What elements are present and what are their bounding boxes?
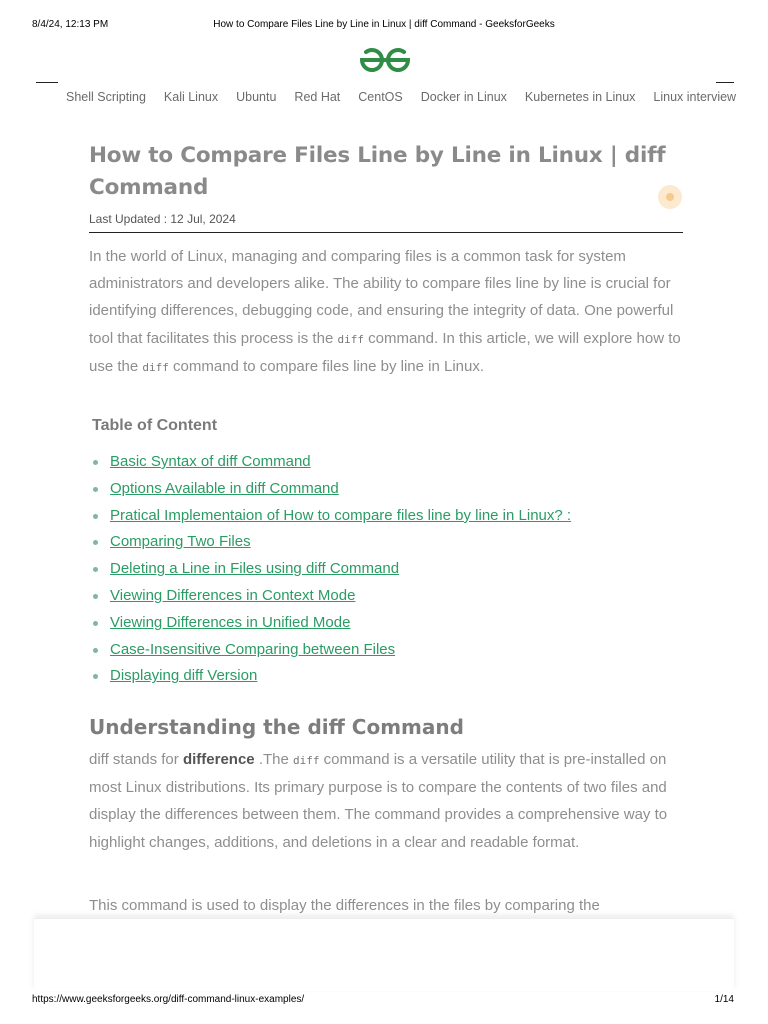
nav-kubernetes-in-linux[interactable]: Kubernetes in Linux [524,90,636,104]
intro-text-3: command to compare files line by line in Linux. [168,357,485,375]
toc-item [92,663,692,690]
topic-nav [66,90,737,108]
print-footer [0,994,768,1008]
intro-text-2: command. In this article, we will explore how to use the [89,329,681,375]
print-timestamp: 8/4/24, 12:13 PM [32,19,109,30]
article-title: How to Compare Files Line by Line in Linux | diff Command [89,143,666,200]
inline-code-diff: diff [337,332,364,346]
table-of-contents [92,449,692,690]
next-paragraph: This command is used to display the differences in the files by comparing the [89,897,600,914]
section-paragraph [89,746,683,856]
section-text-1: diff stands for [89,751,183,768]
toc-item [92,556,692,583]
toc-item [92,476,692,503]
nav-shell-scripting[interactable]: Shell Scripting [66,90,146,104]
nav-kali-linux[interactable]: Kali Linux [163,90,219,104]
section-text-2: .The [254,751,294,768]
article-header [89,140,683,233]
toc-heading: Table of Content [92,417,218,434]
toc-link[interactable]: Basic Syntax of diff Command [110,453,311,470]
toc-link[interactable]: Viewing Differences in Context Mode [110,586,356,604]
toc-item [92,449,692,476]
header-rule-left [36,82,58,83]
inline-code-diff: diff [293,754,320,767]
print-url: https://www.geeksforgeeks.org/diff-command-linux-examples/ [32,994,305,1005]
print-document-title: How to Compare Files Line by Line in Linux | diff Command - GeeksforGeeks [213,19,555,30]
nav-docker-in-linux[interactable]: Docker in Linux [420,90,507,104]
floating-action-button[interactable] [658,185,682,209]
nav-ubuntu[interactable]: Ubuntu [236,90,277,104]
toc-link[interactable]: Comparing Two Files [110,533,251,551]
toc-item [92,503,692,530]
toc-link[interactable]: Pratical Implementaion of How to compare files line by line in Linux? : [110,506,572,524]
intro-text-1: In the world of Linux, managing and comparing files is a common task for system administrators and developers alike. The ability to compare files line by line is crucial for identifying differences, debugging code, and ensuring the integrity of data. One powerful tool that facilitates this process is the [89,248,674,347]
nav-centos[interactable]: CentOS [358,90,403,104]
bold-term: difference [182,751,255,768]
nav-linux-interview[interactable]: Linux interview [653,90,737,104]
header-rule-right [716,82,734,83]
print-page-number: 1/14 [714,994,734,1005]
inline-code-diff: diff [142,360,169,374]
toc-item [92,637,692,664]
toc-item [92,610,692,637]
toc-link[interactable]: Deleting a Line in Files using diff Command [110,560,400,578]
toc-item [92,529,692,556]
toc-link[interactable]: Case-Insensitive Comparing between Files [110,640,396,658]
dot-icon [666,193,674,201]
geeksforgeeks-logo-icon[interactable] [358,46,412,74]
toc-link[interactable]: Options Available in diff Command [110,479,339,497]
toc-link[interactable]: Displaying diff Version [110,667,258,685]
nav-red-hat[interactable]: Red Hat [294,90,341,104]
section-heading: Understanding the diff Command [89,715,464,739]
toc-item [92,583,692,610]
intro-paragraph [89,243,683,381]
print-header [0,19,768,33]
section-text-3: command is a versatile utility that is pre-installed on most Linux distributions. Its primary purpose is to compare the contents of two files and display the differences between them. The command provides a comprehensive way to highlight changes, additions, and deletions in a clear and readable format. [89,751,668,851]
last-updated: Last Updated : 12 Jul, 2024 [89,212,683,233]
toc-link[interactable]: Viewing Differences in Unified Mode [110,613,351,631]
bottom-overlay-bar [34,918,734,991]
